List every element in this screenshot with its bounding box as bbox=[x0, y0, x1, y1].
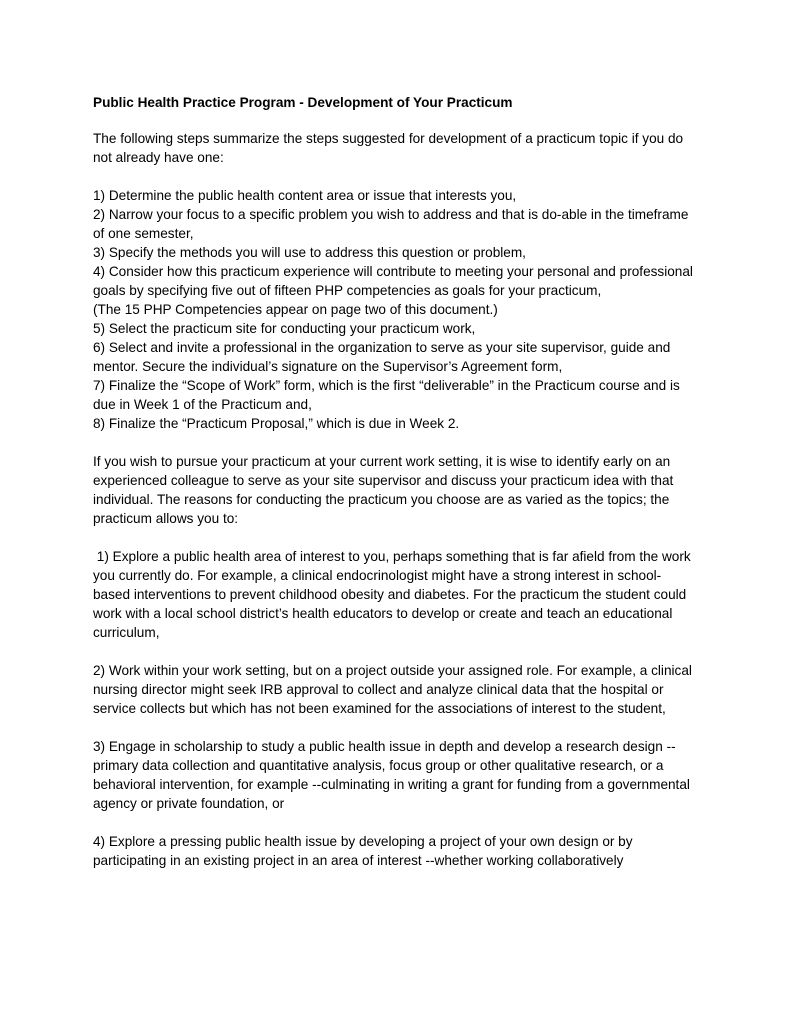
intro-paragraph: The following steps summarize the steps suggested for development of a practicum topic if you do not already have one: bbox=[93, 131, 684, 165]
document-title: Public Health Practice Program - Development of Your Practicum bbox=[93, 95, 513, 110]
step-item: 4) Consider how this practicum experience will contribute to meeting your personal and professional goals by specifying five out of fifteen PHP competencies as goals for your practicum, bbox=[93, 264, 693, 298]
reason-paragraph: 4) Explore a pressing public health issue by developing a project of your own design or by participating in an existing project in an area of interest --whether working collaboratively bbox=[93, 834, 633, 868]
step-item: 2) Narrow your focus to a specific problem you wish to address and that is do-able in the timeframe of one semester, bbox=[93, 207, 689, 241]
step-item: 7) Finalize the “Scope of Work” form, which is the first “deliverable” in the Practicum course and is due in Week 1 of the Practicum and, bbox=[93, 378, 680, 412]
work-setting-paragraph: If you wish to pursue your practicum at your current work setting, it is wise to identify early on an experienced colleague to serve as your site supervisor and discuss your practicum idea with that individual. The reasons for conducting the practicum you choose are as varied as the topics; the practicum allows you to: bbox=[93, 454, 674, 526]
step-item: 1) Determine the public health content area or issue that interests you, bbox=[93, 188, 517, 203]
step-note: (The 15 PHP Competencies appear on page two of this document.) bbox=[93, 302, 498, 317]
step-item: 6) Select and invite a professional in the organization to serve as your site supervisor, guide and mentor. Secure the individual’s signature on the Supervisor’s Agreement form, bbox=[93, 340, 671, 374]
reason-paragraph: 1) Explore a public health area of interest to you, perhaps something that is far afield from the work you currently do. For example, a clinical endocrinologist might have a strong interest in school-based interventions to prevent childhood obesity and diabetes. For the practicum the student could work with a local school district’s health educators to develop or create and teach an educational curriculum, bbox=[93, 549, 695, 640]
document-page bbox=[93, 93, 693, 889]
reason-paragraph: 3) Engage in scholarship to study a public health issue in depth and develop a research design --primary data collection and quantitative analysis, focus group or other qualitative research, or a behavioral intervention, for example --culminating in writing a grant for funding from a governmental agency or private foundation, or bbox=[93, 739, 690, 811]
step-item: 8) Finalize the “Practicum Proposal,” which is due in Week 2. bbox=[93, 416, 460, 431]
steps-list bbox=[93, 186, 693, 433]
step-item: 3) Specify the methods you will use to address this question or problem, bbox=[93, 245, 526, 260]
step-item: 5) Select the practicum site for conducting your practicum work, bbox=[93, 321, 476, 336]
reason-paragraph: 2) Work within your work setting, but on a project outside your assigned role. For example, a clinical nursing director might seek IRB approval to collect and analyze clinical data that the hospital or service collects but which has not been examined for the associations of interest to the student, bbox=[93, 663, 692, 716]
